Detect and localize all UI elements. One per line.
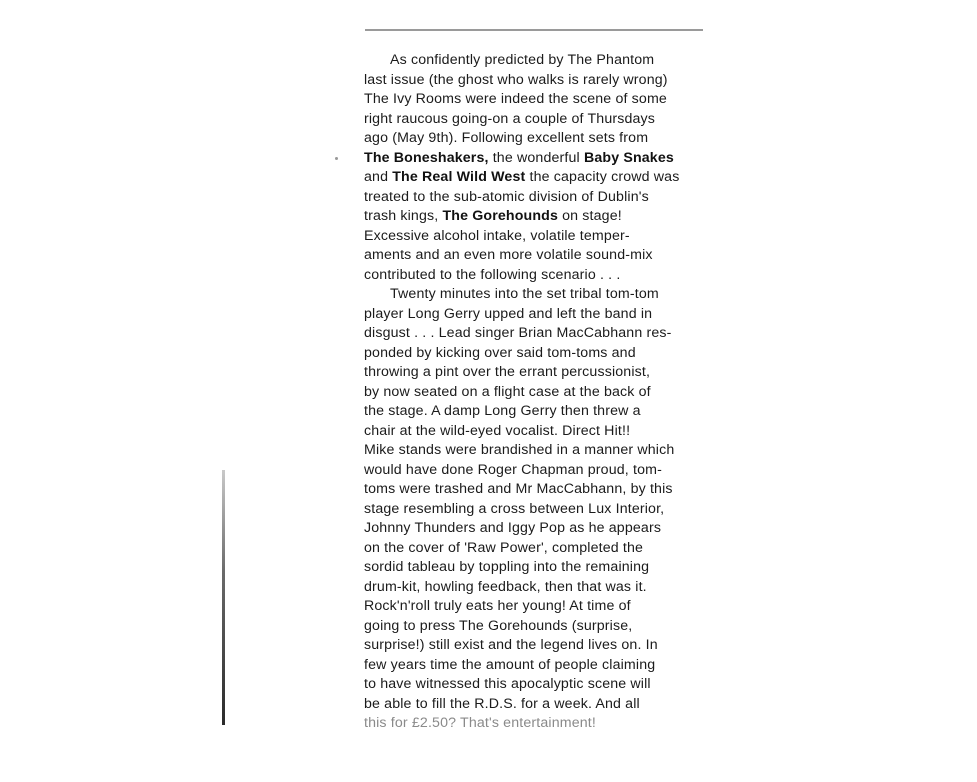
- band-name: The Boneshakers,: [364, 149, 489, 166]
- band-name: The Gorehounds: [442, 208, 559, 224]
- article-line: the stage. A damp Long Gerry then threw a: [364, 403, 641, 419]
- article-line: [364, 207, 716, 227]
- article-line: player Long Gerry upped and left the band in: [364, 305, 653, 322]
- top-rule-divider: [365, 29, 703, 31]
- article-line: on the cover of 'Raw Power', completed the: [364, 539, 644, 556]
- article-line: [364, 168, 716, 188]
- article-text-run: and: [364, 169, 393, 185]
- article-line: Rock'n'roll truly eats her young! At time of: [364, 598, 631, 614]
- article-line: stage resembling a cross between Lux Interior,: [364, 500, 665, 517]
- article-line: Excessive alcohol intake, volatile temper-: [364, 227, 630, 244]
- article-line: going to press The Gorehounds (surprise,: [364, 617, 633, 634]
- article-column: [364, 51, 716, 731]
- article-line: would have done Roger Chapman proud, tom-: [364, 461, 662, 478]
- article-line: ponded by kicking over said tom-toms and: [364, 344, 636, 361]
- article-text-run: trash kings,: [364, 208, 443, 224]
- article-line: Mike stands were brandished in a manner which: [364, 442, 675, 458]
- article-text-run: on stage!: [558, 208, 622, 224]
- page-edge-shadow: [222, 470, 225, 725]
- article-line: drum-kit, howling feedback, then that was it.: [364, 578, 647, 595]
- article-line: aments and an even more volatile sound-mix: [364, 247, 653, 263]
- article-line: Johnny Thunders and Iggy Pop as he appears: [364, 520, 662, 536]
- article-line: Twenty minutes into the set tribal tom-tom: [390, 286, 659, 302]
- article-line: ago (May 9th). Following excellent sets from: [364, 130, 649, 146]
- band-name: The Real Wild West: [392, 169, 526, 185]
- article-line: [364, 149, 716, 169]
- article-line: right raucous going-on a couple of Thursdays: [364, 110, 656, 127]
- article-line: this for £2.50? That's entertainment!: [364, 715, 596, 731]
- article-text-run: the capacity crowd was: [525, 169, 680, 185]
- article-line: sordid tableau by toppling into the remaining: [364, 559, 650, 575]
- article-line: by now seated on a flight case at the back of: [364, 383, 651, 400]
- article-line: chair at the wild-eyed vocalist. Direct Hit!!: [364, 422, 631, 439]
- article-line: The Ivy Rooms were indeed the scene of some: [364, 91, 667, 107]
- article-line: toms were trashed and Mr MacCabhann, by this: [364, 481, 673, 497]
- article-line: treated to the sub-atomic division of Dublin's: [364, 188, 649, 205]
- article-line: be able to fill the R.D.S. for a week. And all: [364, 695, 640, 712]
- article-text-run: the wonderful: [488, 149, 584, 166]
- scan-speck: [335, 157, 338, 160]
- article-line: As confidently predicted by The Phantom: [390, 52, 655, 68]
- article-line: to have witnessed this apocalyptic scene will: [364, 676, 651, 692]
- article-line: contributed to the following scenario . . .: [364, 266, 621, 283]
- article-line: surprise!) still exist and the legend lives on. In: [364, 637, 658, 653]
- article-line: last issue (the ghost who walks is rarely wrong): [364, 71, 668, 88]
- article-line: few years time the amount of people claiming: [364, 656, 656, 673]
- article-line: throwing a pint over the errant percussionist,: [364, 364, 651, 380]
- article-line: disgust . . . Lead singer Brian MacCabhann res-: [364, 325, 672, 341]
- band-name: Baby Snakes: [583, 149, 674, 166]
